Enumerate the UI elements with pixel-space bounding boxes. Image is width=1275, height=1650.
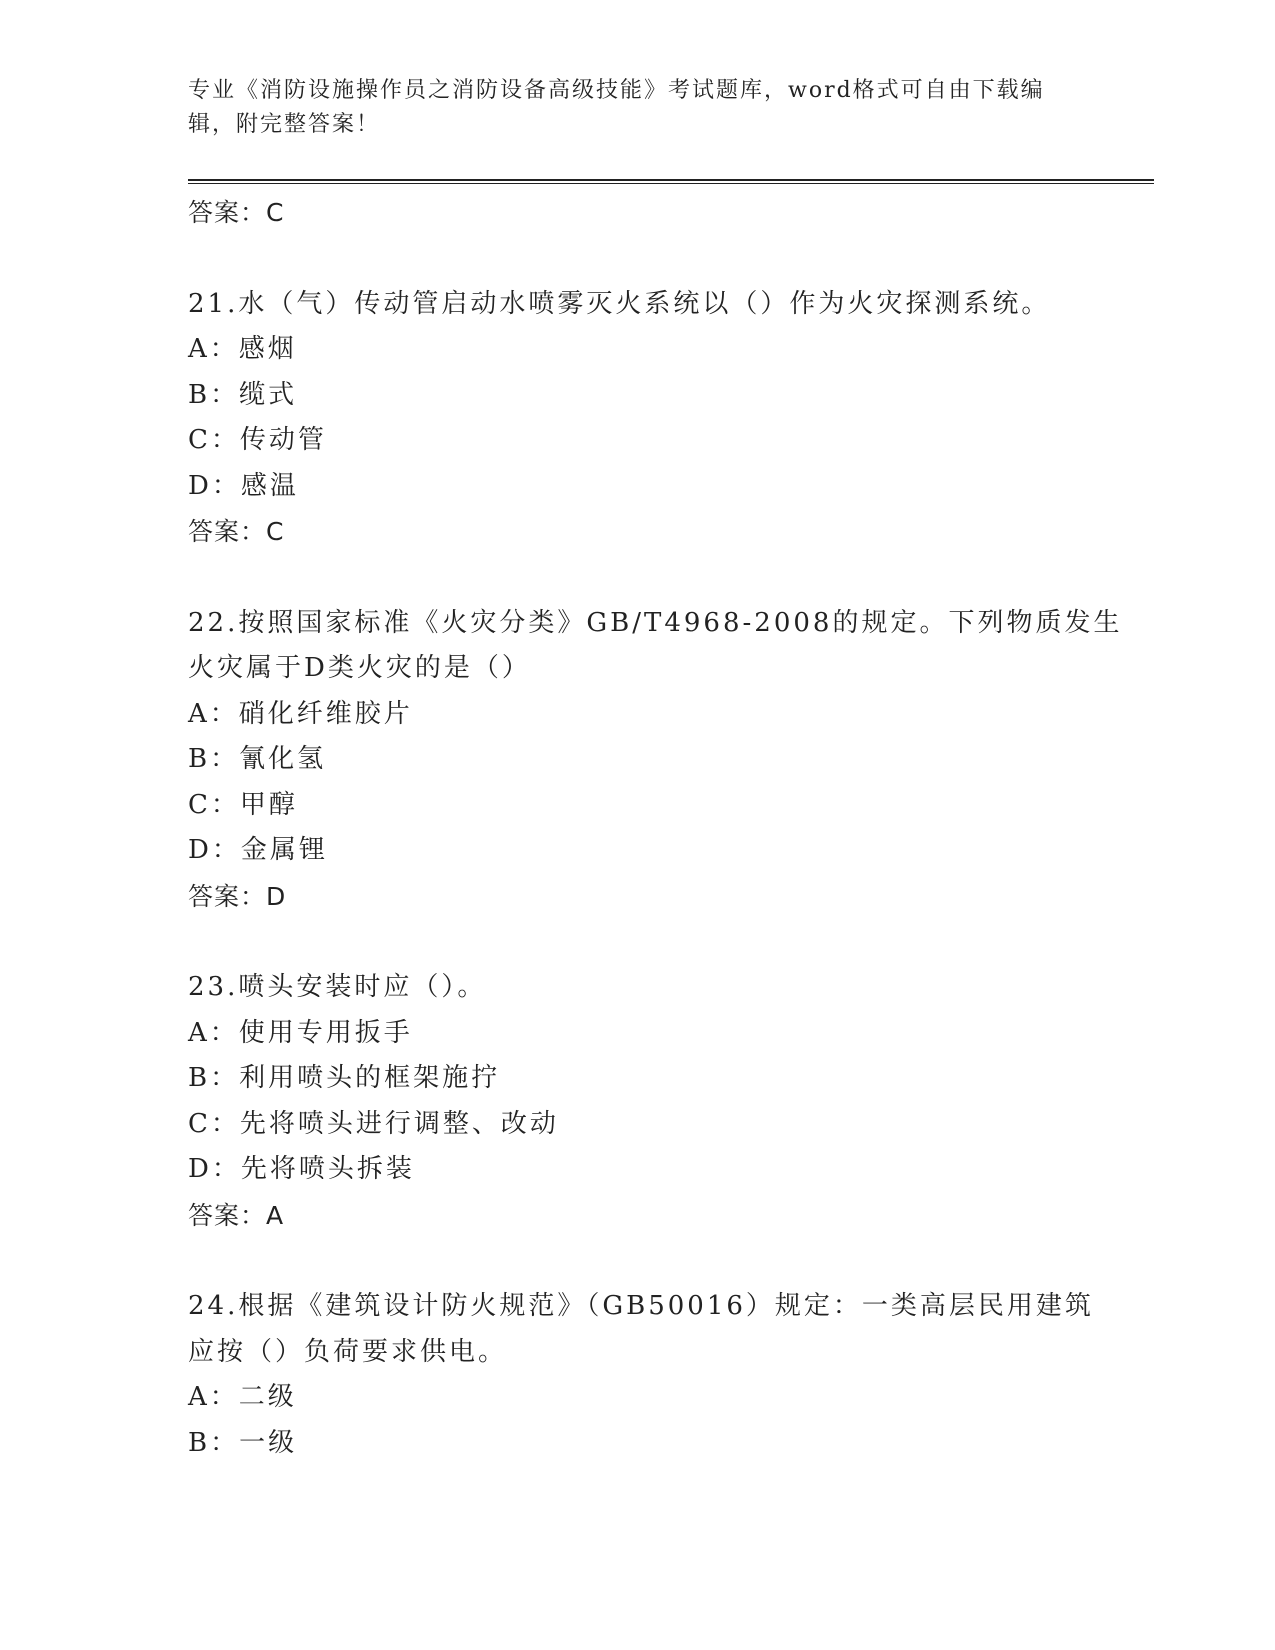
answer-line: 答案：C	[188, 517, 285, 546]
question-item	[188, 282, 1088, 555]
option-b: B：缆式	[188, 379, 298, 410]
question-item	[188, 965, 1088, 1238]
option-d: D：感温	[188, 470, 299, 501]
option-d: D：先将喷头拆装	[188, 1154, 415, 1184]
option-a: A：使用专用扳手	[188, 1017, 413, 1048]
question-text: 22.按照国家标准《火灾分类》GB/T4968-2008的规定。下列物质发生	[188, 607, 1123, 638]
option-a: A：硝化纤维胶片	[188, 698, 413, 729]
option-b: B：一级	[188, 1427, 298, 1458]
header-line-2: 辑，附完整答案！	[188, 112, 381, 137]
option-a: A：感烟	[188, 334, 297, 364]
option-b: B：利用喷头的框架施拧	[188, 1063, 501, 1093]
option-c: C：传动管	[188, 425, 327, 455]
question-list	[188, 190, 1123, 1466]
header-divider	[188, 179, 1154, 181]
question-text: 23.喷头安装时应（）。	[188, 972, 487, 1002]
question-text-continued: 应按（）负荷要求供电。	[188, 1336, 508, 1367]
header-divider-thin	[188, 183, 1154, 184]
question-item	[188, 1284, 1094, 1466]
question-text: 21.水（气）传动管启动水喷雾灭火系统以（）作为火灾探测系统。	[188, 288, 1051, 319]
option-b: B：氰化氢	[188, 744, 327, 774]
header-line-1: 专业《消防设施操作员之消防设备高级技能》考试题库，word格式可自由下载编	[188, 78, 1045, 103]
document-header	[188, 74, 1068, 142]
option-d: D：金属锂	[188, 835, 328, 865]
question-text: 24.根据《建筑设计防火规范》（GB50016）规定：一类高层民用建筑	[188, 1291, 1094, 1321]
option-c: C：甲醇	[188, 789, 298, 820]
answer-line: 答案：D	[188, 881, 287, 911]
question-item	[188, 601, 1123, 920]
answer-line: 答案：C	[188, 198, 285, 227]
answer-line: 答案：A	[188, 1200, 285, 1230]
option-a: A：二级	[188, 1382, 297, 1412]
question-text-continued: 火灾属于D类火灾的是（）	[188, 653, 531, 683]
option-c: C：先将喷头进行调整、改动	[188, 1108, 559, 1139]
